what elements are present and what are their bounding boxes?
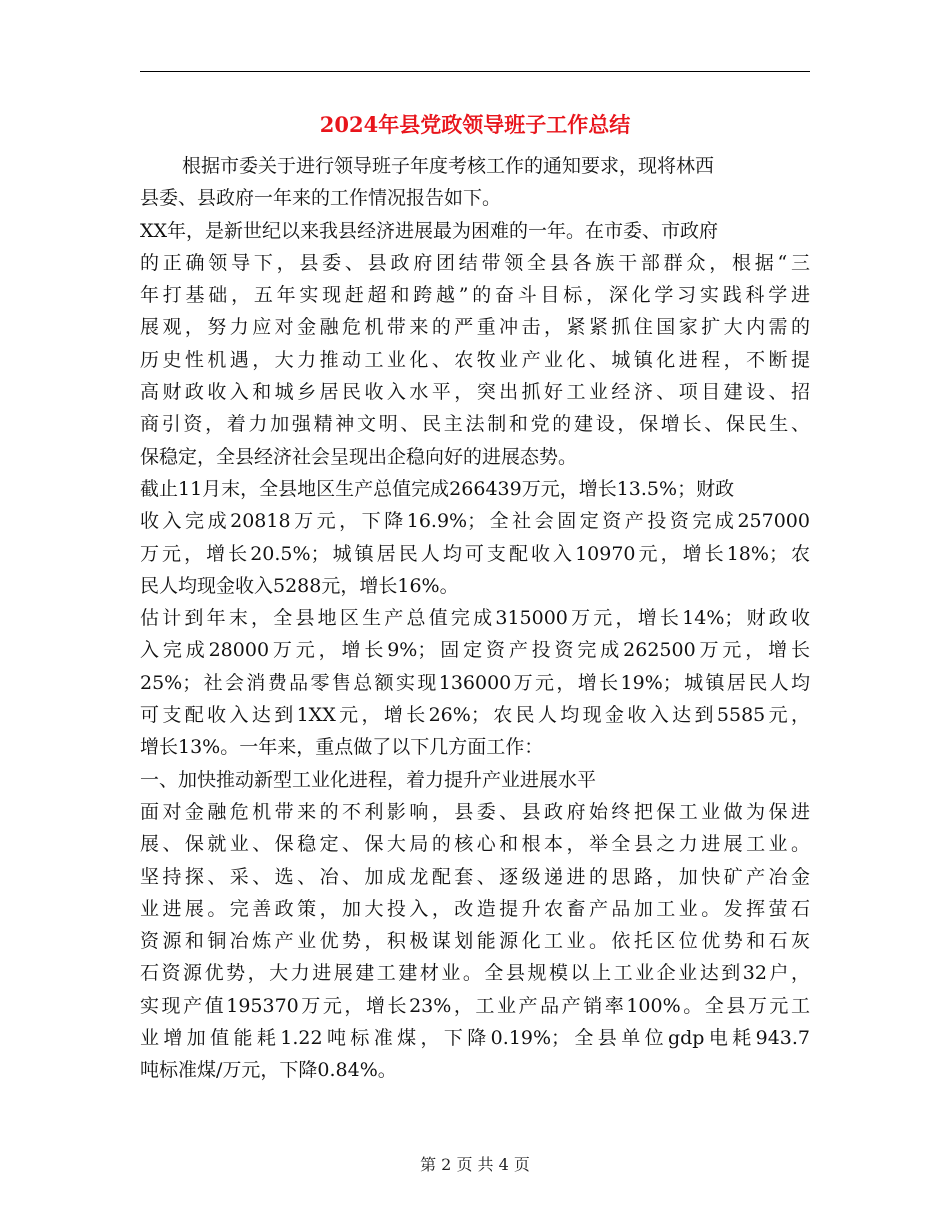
body-line: 面对金融危机带来的不利影响，县委、县政府始终把保工业做为保进 bbox=[140, 800, 810, 823]
body-line: 收入完成20818万元，下降16.9%；全社会固定资产投资完成257000 bbox=[140, 510, 810, 533]
body-line: 实现产值195370万元，增长23%，工业产品产销率100%。全县万元工 bbox=[140, 994, 810, 1017]
body-line: 万元，增长20.5%；城镇居民人均可支配收入10970元，增长18%；农 bbox=[140, 542, 810, 565]
body-line: XX年，是新世纪以来我县经济进展最为困难的一年。在市委、市政府 bbox=[140, 219, 719, 242]
body-line: 估计到年末，全县地区生产总值完成315000万元，增长14%；财政收 bbox=[140, 607, 810, 630]
document-title: 2024年县党政领导班子工作总结 bbox=[319, 112, 631, 137]
body-line: 根据市委关于进行领导班子年度考核工作的通知要求，现将林西 bbox=[182, 155, 715, 177]
header-rule bbox=[140, 71, 810, 72]
body-line: 坚持探、采、选、冶、加成龙配套、逐级递进的思路，加快矿产冶金 bbox=[140, 865, 810, 888]
body-line: 展、保就业、保稳定、保大局的核心和根本，举全县之力进展工业。 bbox=[140, 833, 810, 856]
body-line: 商引资，着力加强精神文明、民主法制和党的建设，保增长、保民生、 bbox=[140, 413, 810, 436]
body-line: 的正确领导下，县委、县政府团结带领全县各族干部群众，根据“三 bbox=[140, 251, 810, 274]
body-line: 高财政收入和城乡居民收入水平，突出抓好工业经济、项目建设、招 bbox=[140, 381, 810, 404]
body-line: 县委、县政府一年来的工作情况报告如下。 bbox=[140, 187, 502, 210]
body-line: 可支配收入达到1XX元，增长26%；农民人均现金收入达到5585元， bbox=[140, 704, 810, 727]
body-line: 业增加值能耗1.22吨标准煤，下降0.19%；全县单位gdp电耗943.7 bbox=[140, 1027, 810, 1050]
document-body bbox=[140, 150, 810, 1087]
body-line: 保稳定，全县经济社会呈现出企稳向好的进展态势。 bbox=[140, 445, 578, 468]
body-line: 25%；社会消费品零售总额实现136000万元，增长19%；城镇居民人均 bbox=[140, 671, 810, 694]
body-line: 资源和铜冶炼产业优势，积极谋划能源化工业。依托区位优势和石灰 bbox=[140, 930, 810, 953]
body-line: 历史性机遇，大力推动工业化、农牧业产业化、城镇化进程，不断提 bbox=[140, 348, 810, 371]
body-line: 吨标准煤/万元，下降0.84%。 bbox=[140, 1059, 397, 1082]
body-line: 展观，努力应对金融危机带来的严重冲击，紧紧抓住国家扩大内需的 bbox=[140, 316, 810, 339]
body-line: 业进展。完善政策，加大投入，改造提升农畜产品加工业。发挥萤石 bbox=[140, 897, 810, 920]
body-line: 民人均现金收入5288元，增长16%。 bbox=[140, 574, 459, 597]
body-line: 年打基础，五年实现赶超和跨越”的奋斗目标，深化学习实践科学进 bbox=[140, 284, 810, 307]
body-line: 入完成28000万元，增长9%；固定资产投资完成262500万元，增长 bbox=[140, 639, 810, 662]
body-line: 增长13%。一年来，重点做了以下几方面工作： bbox=[140, 736, 544, 759]
body-line: 截止11月末，全县地区生产总值完成266439万元，增长13.5%；财政 bbox=[140, 477, 735, 500]
section-heading: 一、加快推动新型工业化进程，着力提升产业进展水平 bbox=[140, 768, 597, 791]
page-number-footer: 第 2 页 共 4 页 bbox=[420, 1155, 530, 1174]
body-line: 石资源优势，大力进展建工建材业。全县规模以上工业企业达到32户， bbox=[140, 962, 810, 985]
